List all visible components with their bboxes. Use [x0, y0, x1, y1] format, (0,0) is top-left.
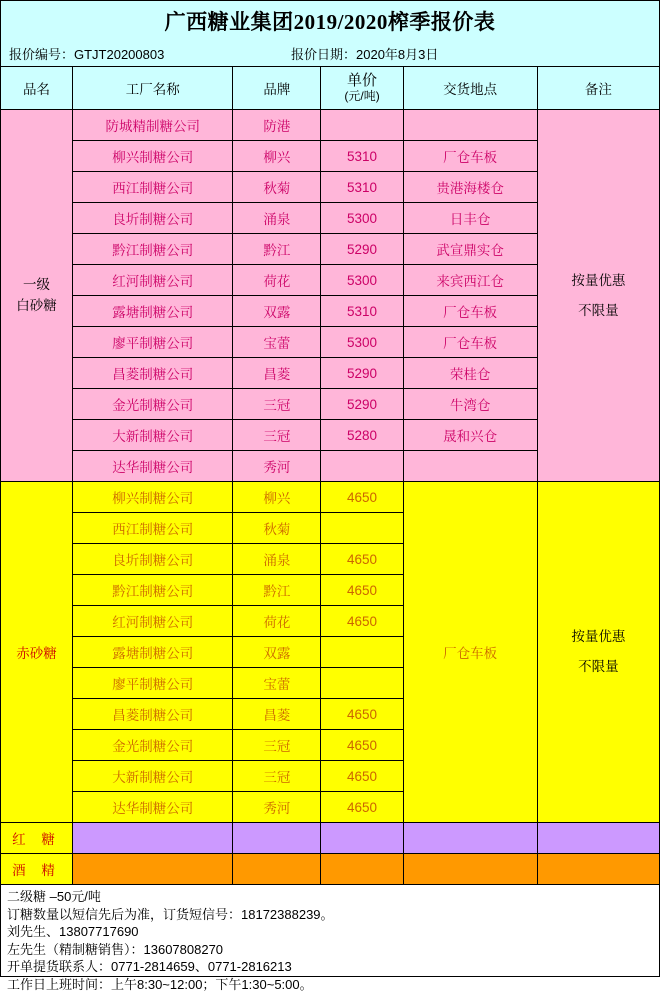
cell-factory: 达华制糖公司: [73, 451, 233, 482]
cell-factory: 黔江制糖公司: [73, 575, 233, 606]
cell-factory: 防城精制糖公司: [73, 110, 233, 141]
group-label-white-sugar-line1: 一级: [1, 275, 72, 295]
cell-brand: 双露: [233, 637, 321, 668]
cell-delivery: 武宣鼎实仓: [403, 234, 537, 265]
cell-factory: 大新制糖公司: [73, 761, 233, 792]
cell-brand: 黔江: [233, 234, 321, 265]
cell-factory: 西江制糖公司: [73, 513, 233, 544]
cell-price: [321, 823, 403, 854]
cell-brand: 柳兴: [233, 141, 321, 172]
sheet-title-bar: [0, 0, 660, 40]
cell-price: 5280: [321, 420, 403, 451]
cell-brand: 黔江: [233, 575, 321, 606]
cell-brand: 双露: [233, 296, 321, 327]
cell-factory: 金光制糖公司: [73, 389, 233, 420]
cell-brand: 柳兴: [233, 482, 321, 513]
cell-brand: 秀河: [233, 451, 321, 482]
footer-note-2: 订糖数量以短信先后为准，订货短信号：18172388239。: [7, 906, 653, 924]
cell-brand: 三冠: [233, 761, 321, 792]
cell-brand: [233, 854, 321, 885]
cell-price: 4650: [321, 544, 403, 575]
cell-price: [321, 854, 403, 885]
group-label-brown-sugar: 赤砂糖: [1, 482, 73, 823]
cell-price: 5290: [321, 389, 403, 420]
cell-brand: 三冠: [233, 420, 321, 451]
cell-price: 5310: [321, 141, 403, 172]
group-remark-brown-sugar-line2: 不限量: [538, 652, 659, 682]
group-remark-white-sugar: [537, 110, 659, 482]
cell-factory: 达华制糖公司: [73, 792, 233, 823]
column-header-price-line2: (元/吨): [321, 90, 402, 104]
cell-factory: 露塘制糖公司: [73, 637, 233, 668]
cell-factory: 良圻制糖公司: [73, 203, 233, 234]
quote-info-bar: [0, 40, 660, 66]
group-label-white-sugar: [1, 110, 73, 482]
cell-factory: 黔江制糖公司: [73, 234, 233, 265]
cell-brand: 涌泉: [233, 203, 321, 234]
cell-factory: 柳兴制糖公司: [73, 482, 233, 513]
cell-price: [321, 110, 403, 141]
column-header-delivery: 交货地点: [403, 67, 537, 110]
cell-factory: 良圻制糖公司: [73, 544, 233, 575]
cell-factory: 廖平制糖公司: [73, 668, 233, 699]
cell-factory: 红河制糖公司: [73, 265, 233, 296]
cell-price: 4650: [321, 730, 403, 761]
table-row: [1, 482, 660, 513]
cell-price: 4650: [321, 606, 403, 637]
cell-delivery: 晟和兴仓: [403, 420, 537, 451]
cell-delivery: [403, 110, 537, 141]
cell-factory: 廖平制糖公司: [73, 327, 233, 358]
table-header-row: [1, 67, 660, 110]
cell-price: 5290: [321, 234, 403, 265]
cell-price: [321, 451, 403, 482]
cell-delivery: 厂仓车板: [403, 327, 537, 358]
footer-note-4: 左先生（精制糖销售）：13607808270: [7, 941, 653, 959]
quote-code: 报价编号：GTJT20200803: [9, 44, 164, 63]
cell-factory: 柳兴制糖公司: [73, 141, 233, 172]
cell-delivery: 贵港海楼仓: [403, 172, 537, 203]
cell-price: 4650: [321, 575, 403, 606]
cell-delivery: 来宾西江仓: [403, 265, 537, 296]
cell-brand: 涌泉: [233, 544, 321, 575]
table-row: [1, 823, 660, 854]
cell-factory: 昌菱制糖公司: [73, 699, 233, 730]
group-remark-brown-sugar-line1: 按量优惠: [538, 622, 659, 652]
cell-brand: 防港: [233, 110, 321, 141]
cell-delivery: 厂仓车板: [403, 296, 537, 327]
cell-factory: 红河制糖公司: [73, 606, 233, 637]
cell-delivery: [403, 451, 537, 482]
cell-brand: 宝蕾: [233, 668, 321, 699]
cell-price: 5290: [321, 358, 403, 389]
group-label-white-sugar-line2: 白砂糖: [1, 296, 72, 316]
cell-factory: 露塘制糖公司: [73, 296, 233, 327]
group-remark-white-sugar-line2: 不限量: [538, 296, 659, 326]
cell-remark: [537, 854, 659, 885]
cell-brand: 宝蕾: [233, 327, 321, 358]
cell-price: 4650: [321, 699, 403, 730]
cell-price: [321, 668, 403, 699]
column-header-price: [321, 67, 403, 110]
cell-brand: [233, 823, 321, 854]
cell-brand: 三冠: [233, 389, 321, 420]
group-delivery-brown-sugar: 厂仓车板: [403, 482, 537, 823]
cell-brand: 昌菱: [233, 699, 321, 730]
quote-date: 报价日期：2020年8月3日: [291, 44, 438, 63]
cell-factory: [73, 854, 233, 885]
page-title: 广西糖业集团2019/2020榨季报价表: [165, 6, 496, 36]
column-header-price-line1: 单价: [321, 72, 402, 89]
cell-remark: [537, 823, 659, 854]
cell-price: [321, 513, 403, 544]
cell-price: 4650: [321, 792, 403, 823]
cell-brand: 三冠: [233, 730, 321, 761]
cell-factory: [73, 823, 233, 854]
cell-factory: 金光制糖公司: [73, 730, 233, 761]
cell-price: 4650: [321, 482, 403, 513]
cell-price: 5300: [321, 327, 403, 358]
cell-brand: 荷花: [233, 606, 321, 637]
cell-brand: 秀河: [233, 792, 321, 823]
group-remark-white-sugar-line1: 按量优惠: [538, 266, 659, 296]
cell-delivery: 牛湾仓: [403, 389, 537, 420]
group-label-red-sugar: 红 糖: [1, 823, 73, 854]
column-header-brand: 品牌: [233, 67, 321, 110]
cell-delivery: [403, 823, 537, 854]
price-table: [0, 66, 660, 885]
cell-price: [321, 637, 403, 668]
cell-brand: 秋菊: [233, 513, 321, 544]
cell-brand: 荷花: [233, 265, 321, 296]
footer-note-3: 刘先生、13807717690: [7, 923, 653, 941]
column-header-remark: 备注: [537, 67, 659, 110]
cell-price: 5300: [321, 203, 403, 234]
cell-price: 4650: [321, 761, 403, 792]
column-header-factory: 工厂名称: [73, 67, 233, 110]
cell-factory: 西江制糖公司: [73, 172, 233, 203]
footer-note-1: 二级糖 –50元/吨: [7, 888, 653, 906]
cell-delivery: 厂仓车板: [403, 141, 537, 172]
footer-note-5: 开单提货联系人：0771-2814659、0771-2816213: [7, 958, 653, 976]
cell-factory: 大新制糖公司: [73, 420, 233, 451]
table-row: [1, 854, 660, 885]
group-remark-brown-sugar: [537, 482, 659, 823]
cell-factory: 昌菱制糖公司: [73, 358, 233, 389]
cell-brand: 昌菱: [233, 358, 321, 389]
cell-delivery: 日丰仓: [403, 203, 537, 234]
group-label-alcohol: 酒 精: [1, 854, 73, 885]
cell-price: 5310: [321, 296, 403, 327]
column-header-product: 品名: [1, 67, 73, 110]
cell-price: 5300: [321, 265, 403, 296]
cell-delivery: 荣桂仓: [403, 358, 537, 389]
cell-brand: 秋菊: [233, 172, 321, 203]
table-row: [1, 110, 660, 141]
cell-delivery: [403, 854, 537, 885]
footer-notes: [0, 885, 660, 977]
cell-price: 5310: [321, 172, 403, 203]
footer-note-6: 工作日上班时间：上午8:30~12:00；下午1:30~5:00。: [7, 976, 653, 993]
